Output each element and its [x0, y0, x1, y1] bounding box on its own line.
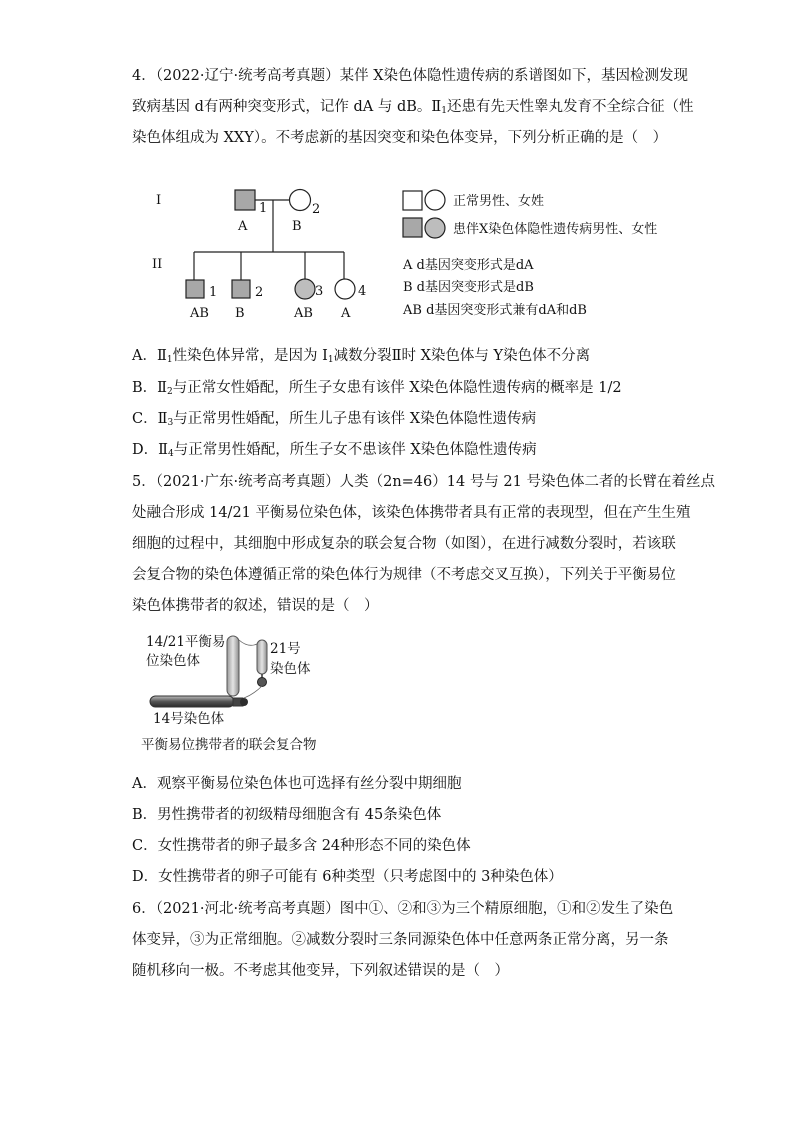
q5-stem-line-3: 细胞的过程中，其细胞中形成复杂的联会复合物（如图），在进行减数分裂时，若该联: [132, 536, 676, 552]
generation-ii-label: II: [152, 257, 163, 272]
ii4-genotype: A: [341, 306, 351, 321]
q4-option-d[interactable]: D．$Ⅱ_4$与正常男性婚配，所生子女不患该伴 X染色体隐性遗传病: [132, 442, 537, 459]
q4-option-b[interactable]: B．$Ⅱ_2$与正常女性婚配，所生子女患有该伴 X染色体隐性遗传病的概率是 1/2: [132, 380, 622, 397]
ii1-number: 1: [209, 285, 218, 300]
pedigree-figure: [140, 178, 700, 323]
legend-note-b: B d基因突变形式是dB: [403, 280, 534, 295]
q6-stem-line-1: 6．（2021·河北·统考高考真题）图中①、②和③为三个精原细胞，①和②发生了染色: [132, 901, 674, 917]
ii2-number: 2: [255, 285, 264, 300]
label-chr21-line2: 染色体: [270, 661, 311, 677]
synaptonemal-complex-figure: [136, 628, 376, 753]
q5-option-b[interactable]: B．男性携带者的初级精母细胞含有 45条染色体: [132, 807, 442, 823]
q5-stem-line-4: 会复合物的染色体遵循正常的染色体行为规律（不考虑交叉互换），下列关于平衡易位: [132, 567, 676, 583]
label-translocation-line1: 14/21平衡易: [146, 634, 226, 650]
legend-note-a: A d基因突变形式是dA: [403, 258, 534, 273]
generation-i-label: I: [156, 193, 162, 208]
q6-stem-line-3: 随机移向一极。不考虑其他变异，下列叙述错误的是（ ）: [132, 963, 509, 979]
ii2-genotype: B: [235, 306, 245, 321]
label-chr14: 14号染色体: [153, 711, 225, 727]
q5-option-d[interactable]: D．女性携带者的卵子可能有 6种类型（只考虑图中的 3种染色体）: [132, 869, 563, 885]
legend-note-ab: AB d基因突变形式兼有dA和dB: [403, 303, 587, 318]
q4-stem-line-1: 4．（2022·辽宁·统考高考真题）某伴 X染色体隐性遗传病的系谱图如下，基因检测发现: [132, 68, 689, 84]
i1-number: 1: [259, 201, 268, 216]
q5-stem-line-1: 5．（2021·广东·统考高考真题）人类（2n=46）14 号与 21 号染色体二者的长臂在着丝点: [132, 474, 715, 490]
q4-option-a[interactable]: A．$Ⅱ_1$性染色体异常，是因为 $I_1$减数分裂Ⅱ时 X染色体与 Y染色体不分离: [132, 348, 591, 365]
i2-genotype: B: [292, 219, 302, 234]
ii1-genotype: AB: [190, 306, 209, 321]
ii3-genotype: AB: [294, 306, 313, 321]
i1-genotype: A: [238, 219, 248, 234]
q5-stem-line-2: 处融合形成 14/21 平衡易位染色体，该染色体携带者具有正常的表现型，但在产生生殖: [132, 505, 691, 521]
label-translocation-line2: 位染色体: [146, 653, 200, 669]
q5-option-a[interactable]: A．观察平衡易位染色体也可选择有丝分裂中期细胞: [132, 776, 462, 792]
q6-stem-line-2: 体变异，③为正常细胞。②减数分裂时三条同源染色体中任意两条正常分离，另一条: [132, 932, 669, 948]
q4-stem-line-2: 致病基因 d有两种突变形式，记作 dA 与 dB。$Ⅱ_1$还患有先天性睾丸发育不全综合征（性: [132, 99, 694, 116]
ii3-number: 3: [315, 284, 324, 299]
legend-normal: 正常男性、女姓: [453, 194, 545, 209]
i2-number: 2: [312, 202, 321, 217]
q4-option-c[interactable]: C．$Ⅱ_3$与正常男性婚配，所生儿子患有该伴 X染色体隐性遗传病: [132, 411, 537, 428]
legend-affected: 患伴X染色体隐性遗传病男性、女性: [453, 222, 658, 237]
q5-option-c[interactable]: C．女性携带者的卵子最多含 24种形态不同的染色体: [132, 838, 471, 854]
figure-caption: 平衡易位携带者的联会复合物: [141, 737, 317, 753]
ii4-number: 4: [358, 284, 367, 299]
q5-stem-line-5: 染色体携带者的叙述，错误的是（ ）: [132, 598, 379, 614]
label-chr21-line1: 21号: [270, 641, 301, 657]
q4-stem-line-3: 染色体组成为 XXY）。不考虑新的基因突变和染色体变异，下列分析正确的是（ ）: [132, 130, 668, 146]
